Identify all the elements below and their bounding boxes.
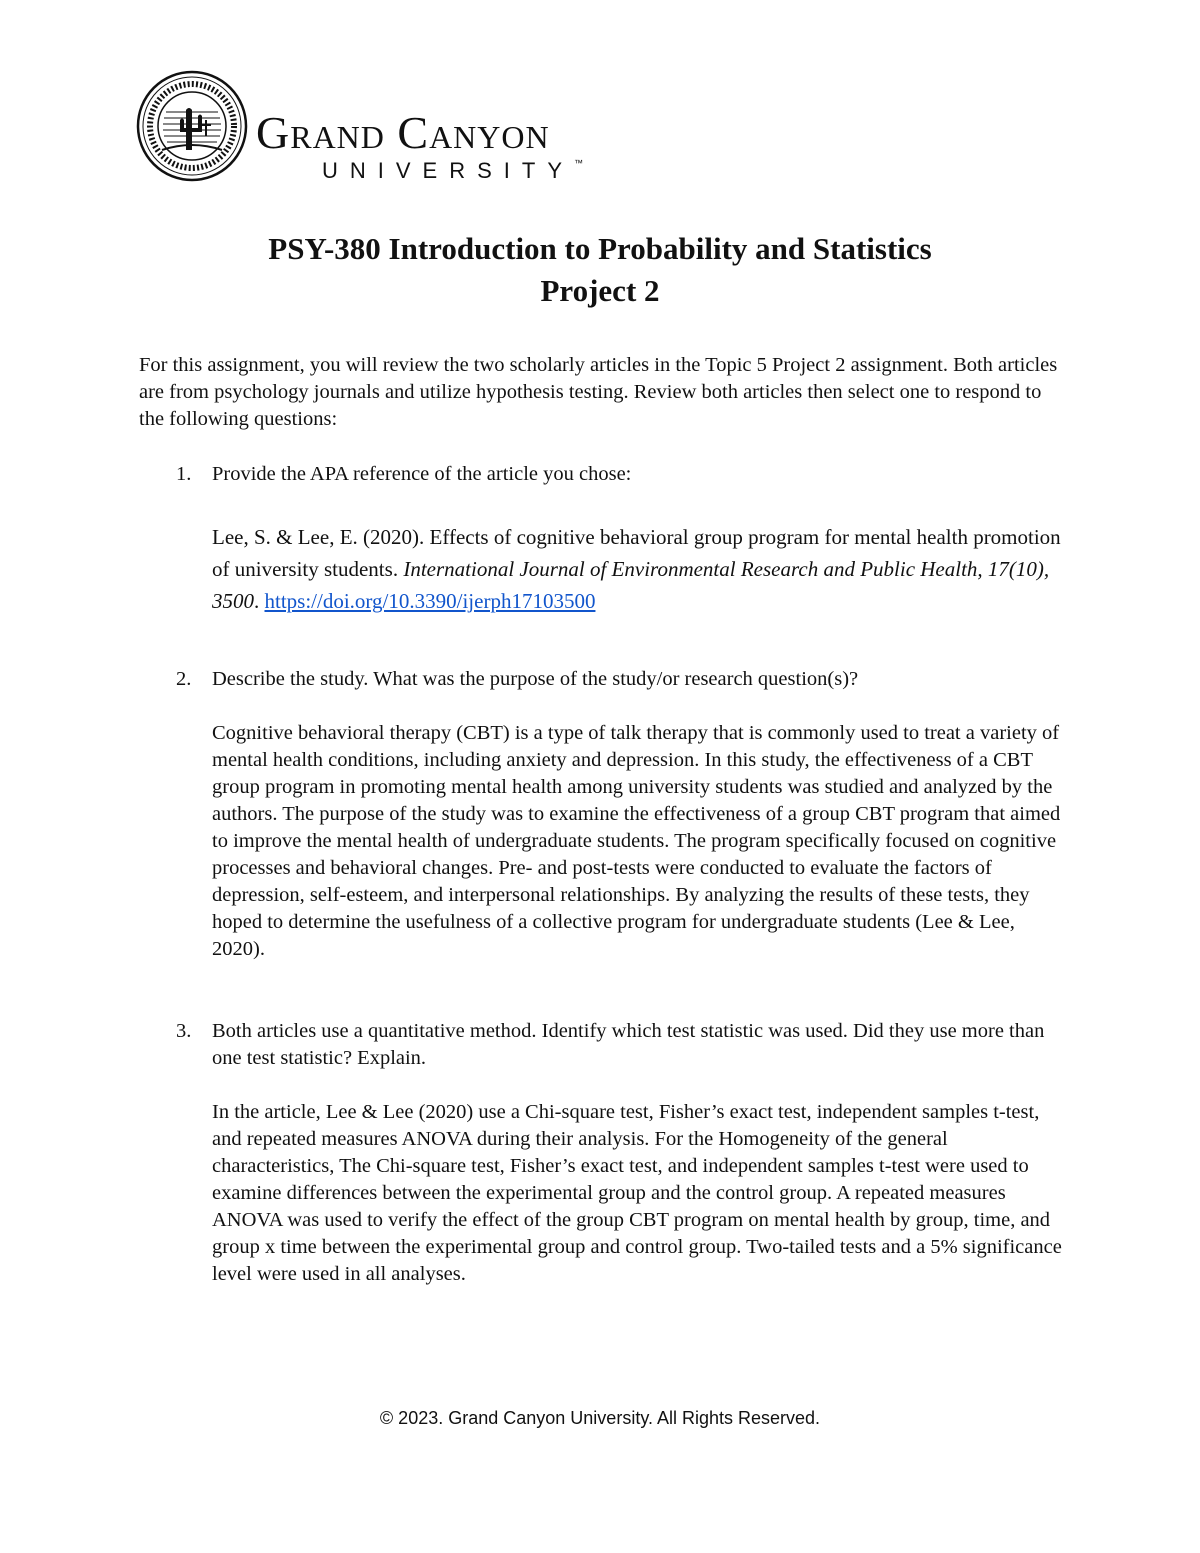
document-title — [0, 228, 1200, 312]
question-number: 3. — [176, 1020, 192, 1042]
university-logo — [136, 70, 626, 194]
reference-period: . — [254, 589, 260, 613]
question-3 — [139, 1018, 1069, 1318]
question-number: 2. — [176, 668, 192, 690]
answer-paragraph: Cognitive behavioral therapy (CBT) is a type of talk therapy that is commonly used to treat a variety of mental health conditions, including anxiety and depression. In this study, the effectiveness of a CBT group program in promoting mental health among university students was studied and analyzed by the authors. The purpose of the study was to examine the effectiveness of a group CBT program that aimed to improve the mental health of undergraduate students. The program specifically focused on cognitive processes and behavioral changes. Pre- and post-tests were conducted to evaluate the factors of depression, self-esteem, and interpersonal relationships. By analyzing the results of these tests, they hoped to determine the usefulness of a collective program for undergraduate students (Lee & Lee, 2020). — [212, 722, 1061, 960]
question-number: 1. — [176, 463, 192, 485]
question-prompt: Provide the APA reference of the article you chose: — [212, 463, 632, 485]
apa-reference — [212, 521, 1072, 617]
copyright-footer: © 2023. Grand Canyon University. All Rights Reserved. — [379, 1408, 821, 1428]
question-1 — [139, 461, 1069, 611]
journal-citation: International Journal of Environmental Research and Public Health, 17(10), 3500 — [212, 557, 1050, 613]
question-prompt: Both articles use a quantitative method. Identify which test statistic was used. Did they use more than one test statistic? Explain. — [212, 1020, 1045, 1069]
title-line-1: PSY-380 Introduction to Probability and Statistics — [268, 231, 932, 266]
reference-text: Lee, S. & Lee, E. (2020). Effects of cognitive behavioral group program for mental health promotion of university students. — [212, 525, 1061, 581]
question-2 — [139, 666, 1069, 996]
question-prompt: Describe the study. What was the purpose of the study/or research question(s)? — [212, 668, 859, 690]
title-line-2: Project 2 — [540, 273, 660, 308]
wordmark-subtitle: UNIVERSITY™ — [322, 158, 584, 183]
doi-link[interactable]: https://doi.org/10.3390/ijerph17103500 — [264, 589, 596, 613]
university-seal-icon — [136, 70, 248, 182]
answer-paragraph: In the article, Lee & Lee (2020) use a Chi-square test, Fisher’s exact test, independent samples t-test, and repeated measures ANOVA during their analysis. For the Homogeneity of the general characteristics, The Chi-square test, Fisher’s exact test, and independent samples t-test were used to examine differences between the experimental group and the control group. A repeated measures ANOVA was used to verify the effect of the group CBT program on mental health by group, time, and group x time between the experimental group and control group. Two-tailed tests and a 5% significance level were used in all analyses. — [212, 1101, 1062, 1285]
wordmark-title: Grand Canyon — [256, 107, 550, 158]
intro-paragraph: For this assignment, you will review the two scholarly articles in the Topic 5 Project 2 assignment. Both articles are from psychology journals and utilize hypothesis testing. Review both articles then select one to respond to the following questions: — [139, 354, 1058, 430]
